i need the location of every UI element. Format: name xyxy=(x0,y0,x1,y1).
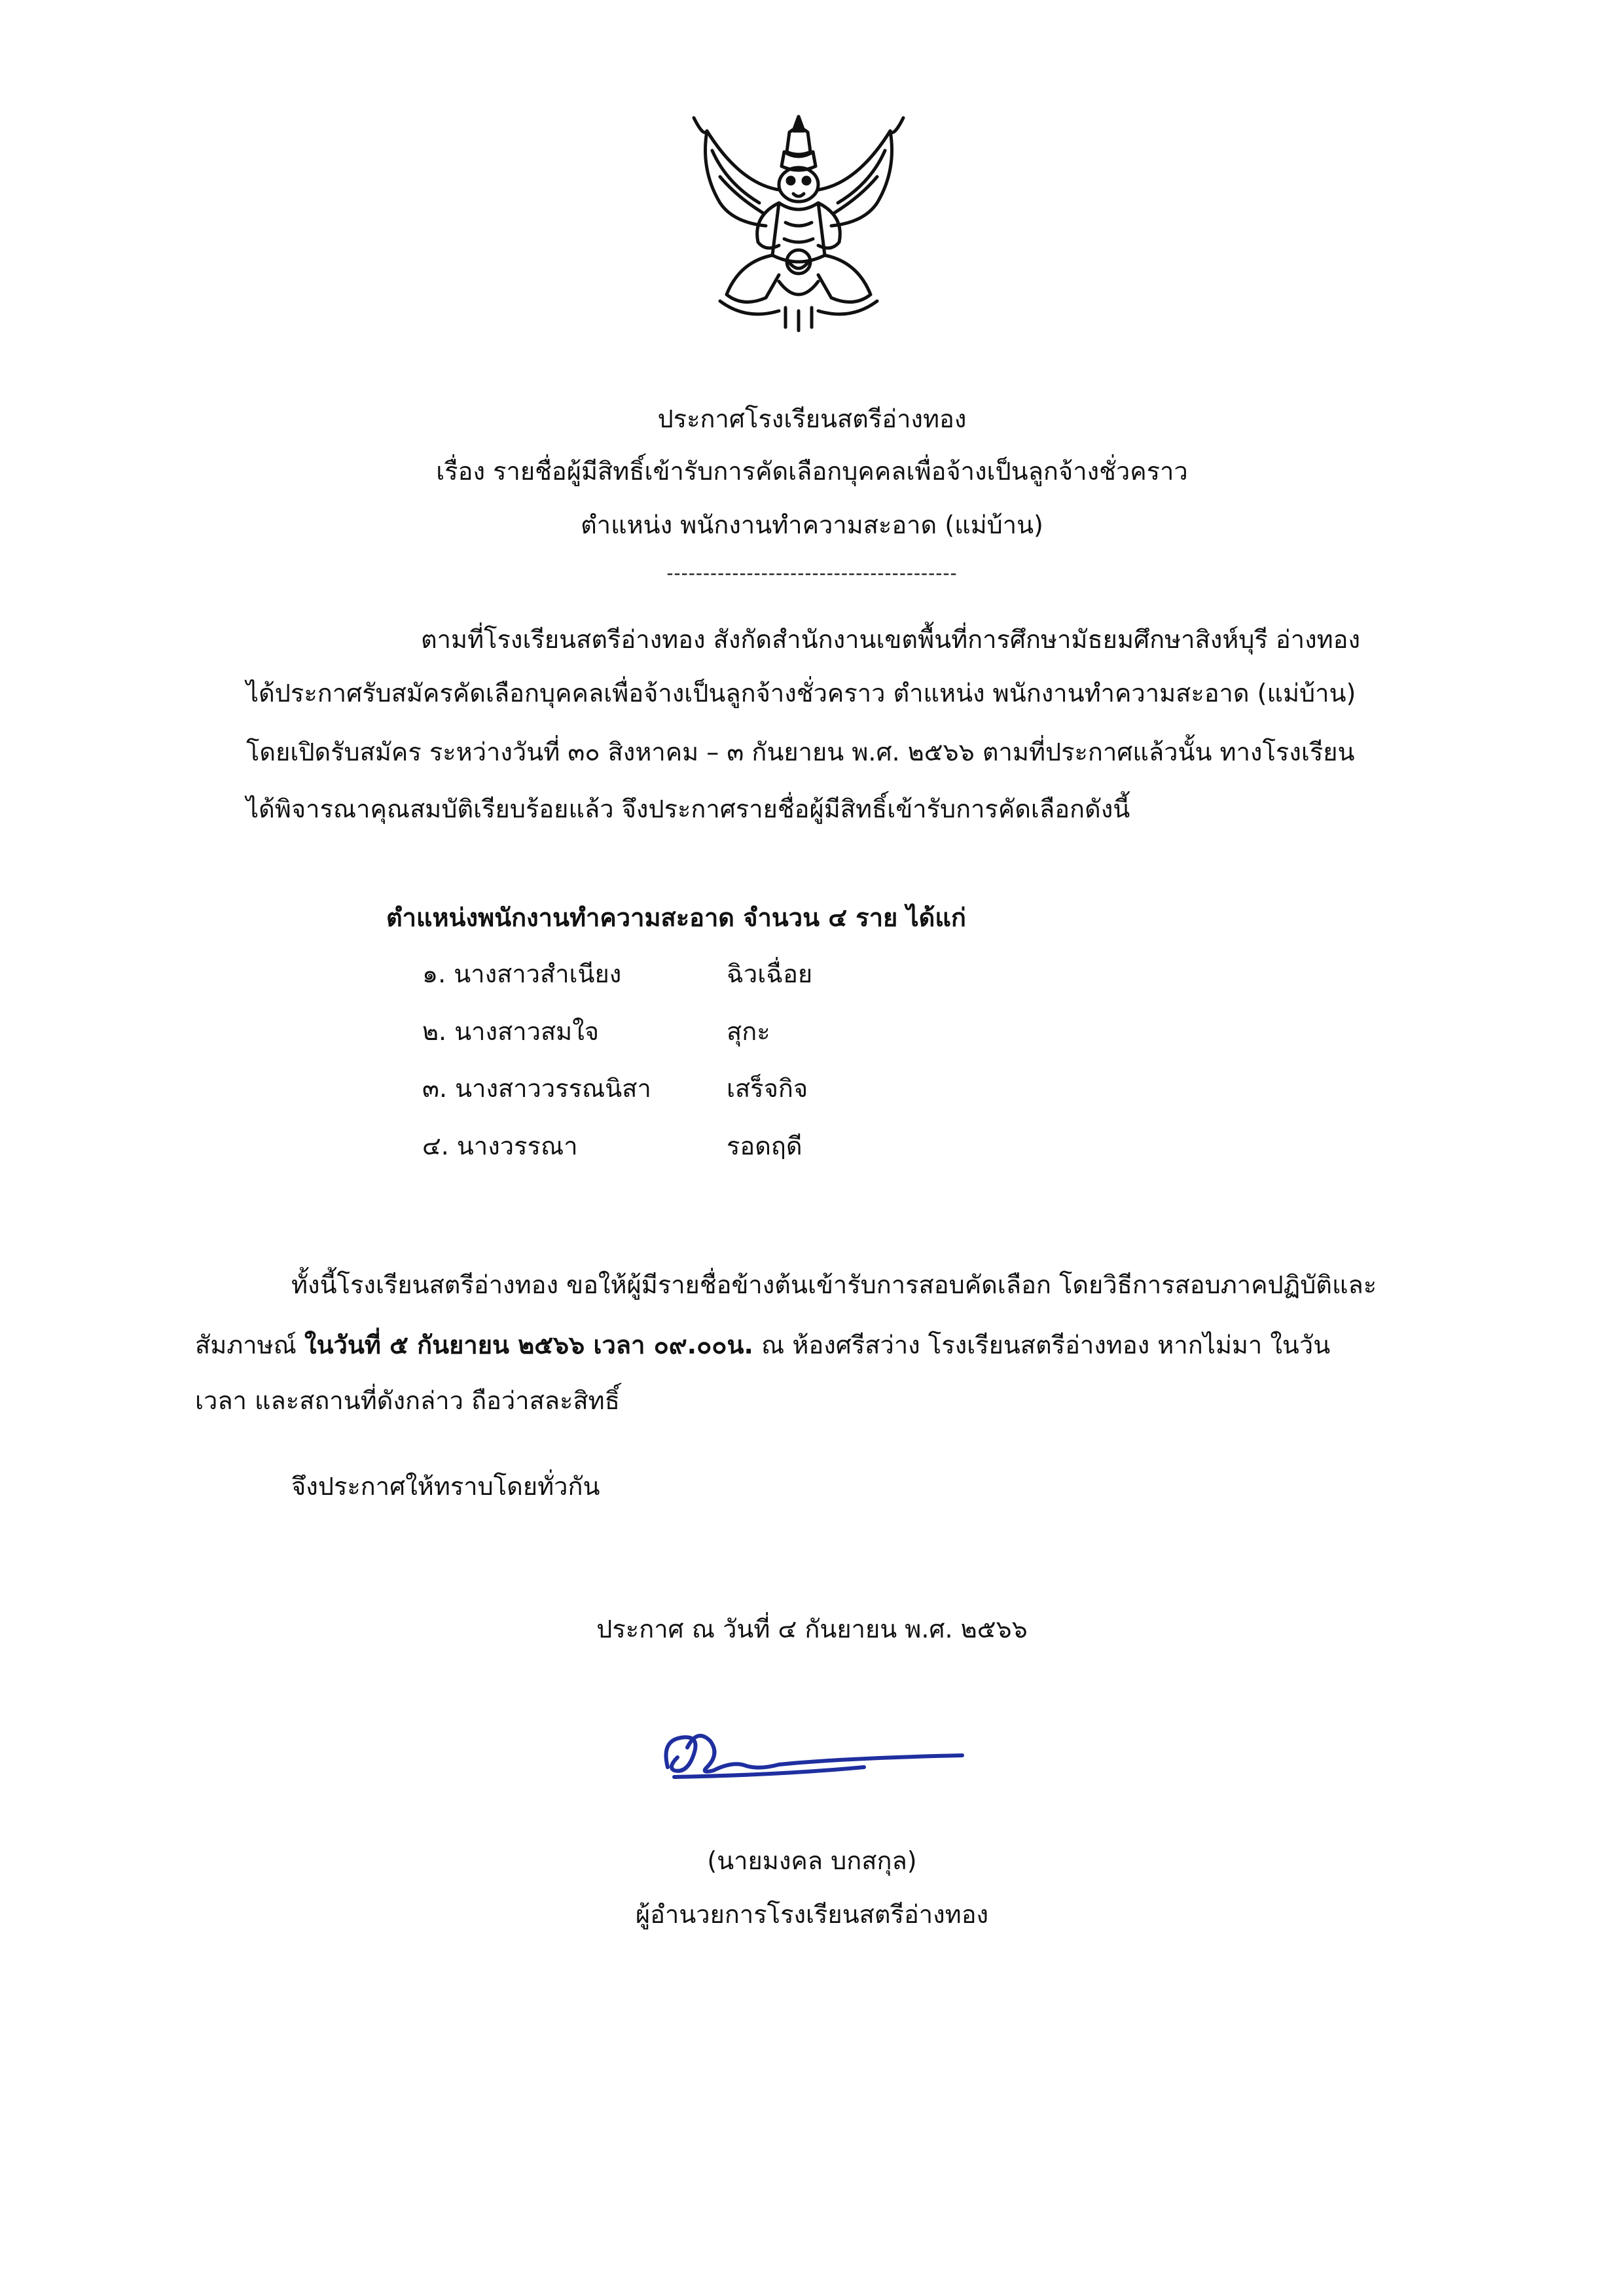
candidate-surname: สุกะ xyxy=(727,1017,770,1046)
candidate-surname: ฉิวเฉื่อย xyxy=(727,960,813,988)
exam-line-1: ทั้งนี้โรงเรียนสตรีอ่างทอง ขอให้ผู้มีรายชื่อข้างต้นเข้ารับการสอบคัดเลือก โดยวิธีการสอบภาคปฏิบัติและ xyxy=(291,1270,1377,1299)
candidates-heading: ตำแหน่งพนักงานทำความสะอาด จำนวน ๔ ราย ได้แก่ xyxy=(386,903,966,932)
document-subject: เรื่อง รายชื่อผู้มีสิทธิ์เข้ารับการคัดเลือกบุคคลเพื่อจ้างเป็นลูกจ้างชั่วคราว xyxy=(436,457,1188,486)
document-title: ประกาศโรงเรียนสตรีอ่างทอง xyxy=(657,404,967,433)
candidate-name: ๓. นางสาววรรณนิสา xyxy=(422,1074,651,1103)
closing-statement: จึงประกาศให้ทราบโดยทั่วกัน xyxy=(291,1472,600,1501)
document-position: ตำแหน่ง พนักงานทำความสะอาด (แม่บ้าน) xyxy=(581,511,1043,539)
intro-line-4: ได้พิจารณาคุณสมบัติเรียบร้อยแล้ว จึงประกาศรายชื่อผู้มีสิทธิ์เข้ารับการคัดเลือกดังนี้ xyxy=(246,795,1130,823)
signer-name: (นายมงคล บกสกุล) xyxy=(707,1846,917,1875)
intro-line-3: โดยเปิดรับสมัคร ระหว่างวันที่ ๓๐ สิงหาคม – ๓ กันยายน พ.ศ. ๒๕๖๖ ตามที่ประกาศแล้วนั้น ทางโรงเรียน xyxy=(246,738,1355,766)
candidate-surname: รอดฤดี xyxy=(727,1132,803,1160)
announced-date: ประกาศ ณ วันที่ ๔ กันยายน พ.ศ. ๒๕๖๖ xyxy=(596,1615,1028,1643)
exam-line-2 xyxy=(195,1333,1330,1357)
title-divider: ---------------------------------------- xyxy=(666,562,958,584)
exam-line-3: เวลา และสถานที่ดังกล่าว ถือว่าสละสิทธิ์ xyxy=(195,1386,620,1415)
exam-date-time: ในวันที่ ๕ กันยายน ๒๕๖๖ เวลา ๐๙.๐๐น. xyxy=(304,1331,753,1359)
candidate-name: ๒. นางสาวสมใจ xyxy=(422,1017,600,1046)
exam-line-2-end: ณ ห้องศรีสว่าง โรงเรียนสตรีอ่างทอง หากไม่มา ในวัน xyxy=(753,1331,1331,1359)
exam-line-2-start: สัมภาษณ์ xyxy=(195,1331,305,1359)
intro-line-1: ตามที่โรงเรียนสตรีอ่างทอง สังกัดสำนักงานเขตพื้นที่การศึกษามัธยมศึกษาสิงห์บุรี อ่างทอง xyxy=(421,625,1361,654)
signer-title: ผู้อำนวยการโรงเรียนสตรีอ่างทอง xyxy=(635,1900,989,1929)
candidate-name: ๔. นางวรรณา xyxy=(422,1132,578,1160)
candidate-name: ๑. นางสาวสำเนียง xyxy=(422,960,622,988)
handwritten-signature xyxy=(648,1715,975,1793)
candidate-surname: เสร็จกิจ xyxy=(727,1074,808,1103)
intro-line-2: ได้ประกาศรับสมัครคัดเลือกบุคคลเพื่อจ้างเป็นลูกจ้างชั่วคราว ตำแหน่ง พนักงานทำความสะอาด (แม่บ้าน) xyxy=(246,679,1356,708)
garuda-emblem-icon xyxy=(681,111,916,334)
